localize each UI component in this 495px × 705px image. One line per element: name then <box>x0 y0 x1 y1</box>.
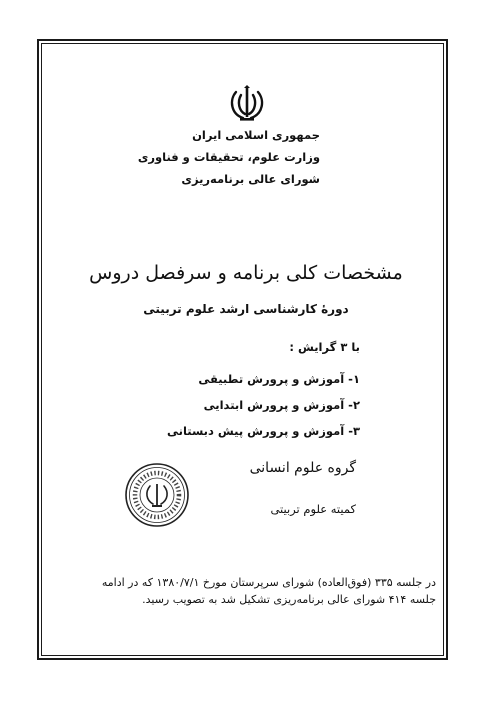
council-name: شورای عالی برنامه‌ریزی <box>181 172 320 186</box>
specialization-item: ۳- آموزش و پرورش پیش دبستانی <box>167 424 360 438</box>
issuer-header <box>137 124 320 190</box>
specializations-section <box>140 340 360 444</box>
specialization-item: ۱- آموزش و پرورش تطبیقی <box>198 372 360 386</box>
specializations-heading: با ۳ گرایش : <box>289 340 360 354</box>
country-name: جمهوری اسلامی ایران <box>192 128 320 142</box>
approval-line: جلسه ۴۱۴ شورای عالی برنامه‌ریزی تشکیل شد به تصویب رسید. <box>142 593 436 606</box>
official-seal-icon <box>124 462 190 528</box>
iran-emblem-icon <box>227 84 267 122</box>
document-subtitle: دورهٔ کارشناسی ارشد علوم تربیتی <box>143 302 349 316</box>
approval-line: در جلسه ۳۳۵ (فوق‌العاده) شورای سرپرستان مورخ ۱۳۸۰/۷/۱ که در ادامه <box>101 576 436 589</box>
group-label: گروه علوم انسانی <box>249 460 356 476</box>
ministry-name: وزارت علوم، تحقیقات و فناوری <box>137 150 320 164</box>
approval-note <box>58 574 436 608</box>
specialization-item: ۲- آموزش و پرورش ابتدایی <box>203 398 360 412</box>
committee-label: کمیته علوم تربیتی <box>270 502 356 516</box>
document-title: مشخصات کلی برنامه و سرفصل دروس <box>89 262 403 284</box>
